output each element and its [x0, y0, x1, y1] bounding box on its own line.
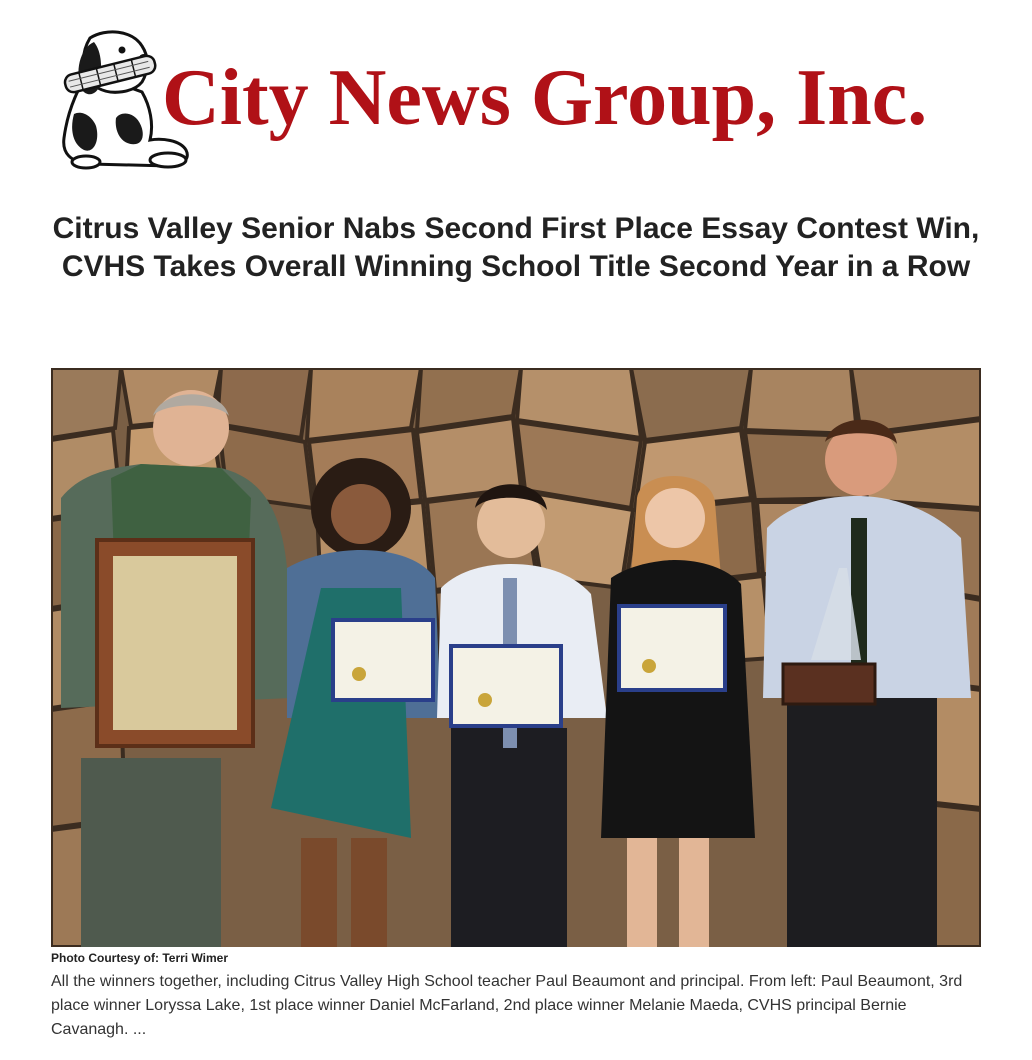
group-photo-image: [51, 368, 981, 947]
masthead: [50, 28, 980, 178]
photo-caption: All the winners together, including Citrus Valley High School teacher Paul Beaumont and principal. From left: Paul Beaumont, 3rd place winner Loryssa Lake, 1st place winner Daniel McFarland, 2nd place winner Melanie Maeda, CVHS principal Bernie Cavanagh. ...: [51, 973, 963, 1038]
brand-name[interactable]: City News Group, Inc.: [162, 54, 928, 142]
article-photo[interactable]: [51, 368, 981, 947]
article-headline: Citrus Valley Senior Nabs Second First Place Essay Contest Win, CVHS Takes Overall Winning School Title Second Year in a Row: [52, 212, 980, 283]
photo-credit: Photo Courtesy of: Terri Wimer: [51, 951, 229, 965]
